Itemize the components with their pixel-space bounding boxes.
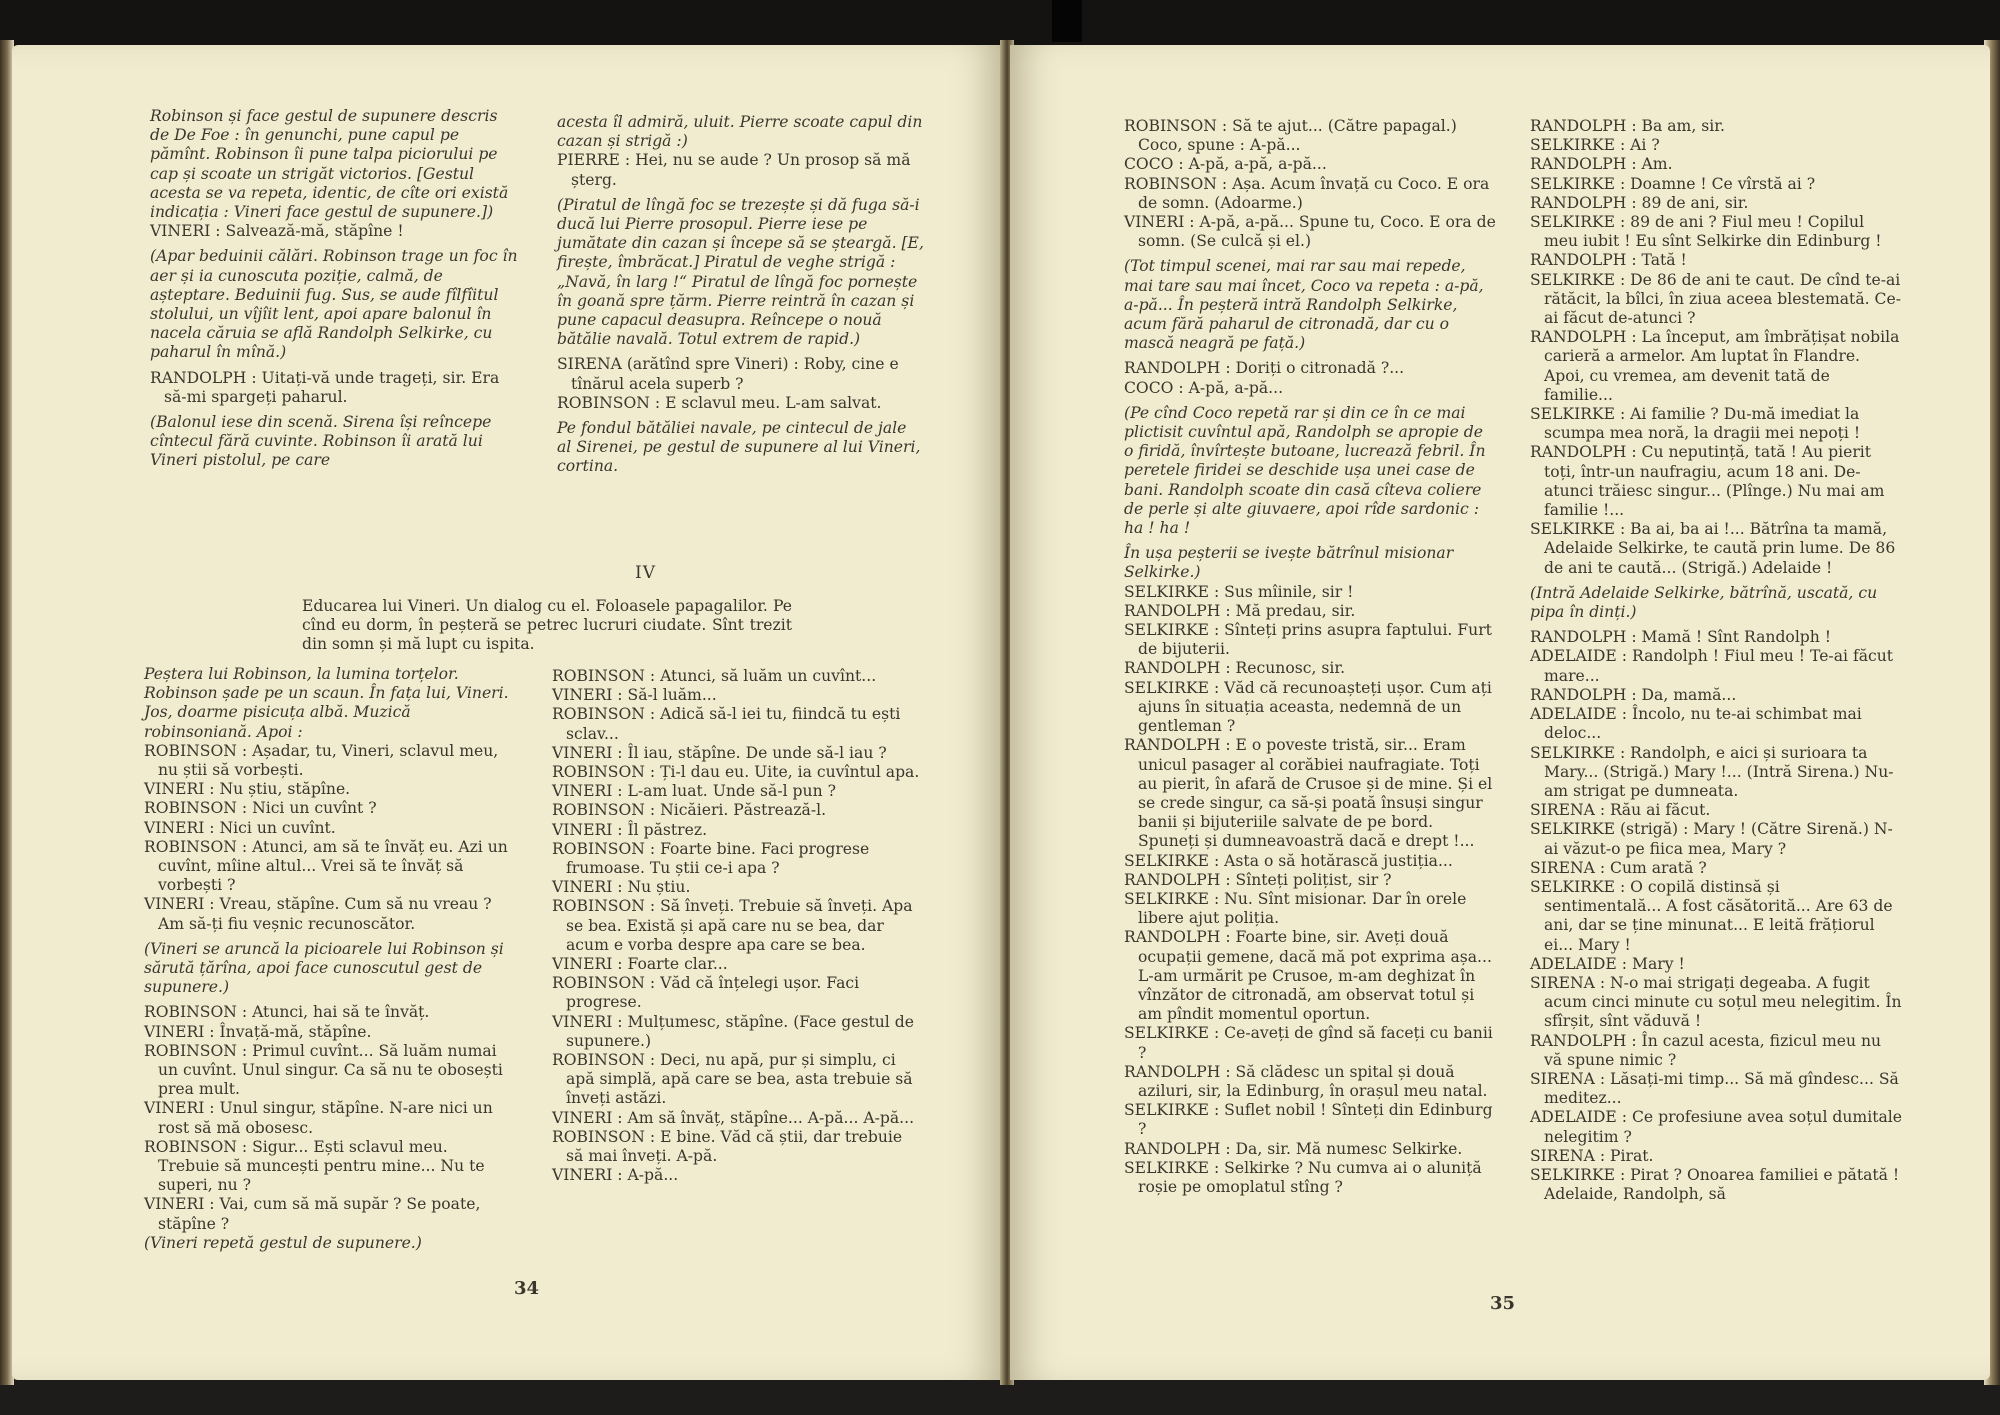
dialogue-line: SELKIRKE : Pirat ? Onoarea familiei e pătată ! Adelaide, Randolph, să	[1530, 1165, 1900, 1204]
dialogue-line: VINERI : Foarte clar...	[552, 955, 728, 974]
dialogue-line: RANDOLPH : Da, sir. Mă numesc Selkirke.	[1124, 1139, 1463, 1158]
right-column-1	[1124, 117, 1496, 1197]
right-column-2	[1530, 117, 1902, 1204]
stage-direction: (Apar beduinii călări. Robinson trage un foc în aer și ia cunoscuta poziție, calmă, de așteptare. Beduinii fug. Sus, se aude fîlfîitul stolului, un vîjîit lent, apoi apare balonul în nacela căruia se află Randolph Selkirke, cu paharul în mînă.)	[150, 247, 518, 362]
dialogue-line: ROBINSON : E bine. Văd că știi, dar trebuie să mai înveți. A-pă.	[552, 1127, 903, 1166]
dialogue-line: VINERI : Învață-mă, stăpîne.	[144, 1022, 372, 1041]
dialogue-line: ROBINSON : Nicăieri. Păstrează-l.	[552, 801, 827, 820]
dialogue-line: COCO : A-pă, a-pă, a-pă...	[1124, 155, 1327, 174]
dialogue-line: ADELAIDE : Mary !	[1530, 954, 1685, 973]
dialogue-line: SELKIRKE : Ai familie ? Du-mă imediat la scumpa mea noră, la dragii mei nepoți !	[1530, 405, 1861, 443]
dialogue-line: ADELAIDE : Randolph ! Fiul meu ! Te-ai făcut mare...	[1530, 647, 1894, 685]
dialogue-line: RANDOLPH : La început, am îmbrățișat nobila carieră a armelor. Am luptat în Flandre. Apoi, cu vremea, am devenit tată de familie...	[1530, 328, 1900, 404]
stage-direction: (Vineri repetă gestul de supunere.)	[144, 1233, 422, 1252]
dialogue-line: ROBINSON : Văd că înțelegi ușor. Faci progrese.	[552, 974, 860, 1012]
dialogue-line: SIRENA : Lăsați-mi timp... Să mă gîndesc... Să meditez...	[1530, 1069, 1899, 1108]
dialogue-line: RANDOLPH : Să clădesc un spital și două aziluri, sir, la Edinburg, în orașul meu natal.	[1124, 1062, 1488, 1100]
dialogue-line: RANDOLPH : Uitați-vă unde trageți, sir. Era să-mi spargeți paharul.	[150, 368, 500, 406]
dialogue-line: VINERI : Să-l luăm...	[552, 686, 717, 705]
dialogue-line: VINERI : Am să învăț, stăpîne... A-pă... A-pă...	[552, 1108, 915, 1127]
dialogue-line: ADELAIDE : Încolo, nu te-ai schimbat mai deloc...	[1530, 705, 1862, 743]
dialogue-line: ROBINSON : Atunci, să luăm un cuvînt...	[552, 667, 877, 685]
dialogue-line: SELKIRKE : Ba ai, ba ai !... Bătrîna ta mamă, Adelaide Selkirke, te caută prin lume. De 86 de ani te caută... (Strigă.) Adelaide !	[1530, 520, 1896, 577]
stage-direction: (Intră Adelaide Selkirke, bătrînă, uscată, cu pipa în dinți.)	[1530, 583, 1878, 622]
dialogue-line: VINERI : Salvează-mă, stăpîne !	[150, 222, 404, 241]
dialogue-line: VINERI : A-pă...	[552, 1166, 679, 1185]
dialogue-line: RANDOLPH : În cazul acesta, fizicul meu nu vă spune nimic ?	[1530, 1031, 1882, 1069]
dialogue-line: RANDOLPH : Cu neputință, tată ! Au pierit toți, într-un naufragiu, acum 18 ani. De-atunci trăiesc singur... (Plînge.) Nu mai am familie !...	[1530, 443, 1885, 520]
dialogue-line: SELKIRKE : Ce-aveți de gînd să faceți cu banii ?	[1124, 1024, 1493, 1062]
stage-direction: Robinson și face gestul de supunere descris de De Foe : în genunchi, pune capul pe pămînt. Robinson îi pune talpa piciorului pe cap și scoate un strigăt victorios. [Gestul acesta se va repeta, identic, de cîte ori există indicația : Vineri face gestul de supunere.])	[150, 107, 509, 222]
stage-direction: (Vineri se aruncă la picioarele lui Robinson și sărută țărîna, apoi face cunoscutul gest de supunere.)	[144, 939, 504, 997]
dialogue-line: RANDOLPH : Ba am, sir.	[1530, 117, 1725, 135]
dialogue-line: RANDOLPH : Sînteți polițist, sir ?	[1124, 870, 1392, 889]
dialogue-line: RANDOLPH : 89 de ani, sir.	[1530, 193, 1749, 212]
dialogue-line: VINERI : Vreau, stăpîne. Cum să nu vreau ? Am să-ți fiu veșnic recunoscător.	[144, 895, 492, 933]
dialogue-line: SIRENA : Cum arată ?	[1530, 858, 1707, 877]
dialogue-line: RANDOLPH : Doriți o citronadă ?...	[1124, 359, 1405, 378]
dialogue-line: PIERRE : Hei, nu se aude ? Un prosop să mă șterg.	[557, 151, 911, 189]
dialogue-line: VINERI : Nu știu.	[552, 878, 691, 897]
stage-direction: acesta îl admiră, uluit. Pierre scoate capul din cazan și strigă :)	[557, 113, 923, 151]
dialogue-line: ROBINSON : Să te ajut... (Către papagal.) Coco, spune : A-pă...	[1124, 117, 1457, 155]
dialogue-line: ROBINSON : Nici un cuvînt ?	[144, 799, 377, 818]
dialogue-line: ADELAIDE : Ce profesiune avea soțul dumitale nelegitim ?	[1530, 1108, 1902, 1146]
dialogue-line: ROBINSON : Atunci, hai să te învăț.	[144, 1003, 430, 1022]
dialogue-line: ROBINSON : Primul cuvînt... Să luăm numai un cuvînt. Unul singur. Ca să nu te obosești prea mult.	[144, 1041, 503, 1099]
left-page	[12, 45, 1002, 1380]
dialogue-line: ROBINSON : Atunci, am să te învăț eu. Azi un cuvînt, mîine altul... Vrei să te învăț să vorbești ?	[144, 837, 508, 895]
dialogue-line: RANDOLPH : Recunosc, sir.	[1124, 659, 1346, 678]
page-number: 35	[1490, 1293, 1516, 1314]
dialogue-line: ROBINSON : Foarte bine. Faci progrese frumoase. Tu știi ce-i apa ?	[552, 839, 870, 878]
dialogue-line: RANDOLPH : Mă predau, sir.	[1124, 601, 1356, 620]
stage-direction: (Pe cînd Coco repetă rar și din ce în ce mai plictisit cuvîntul apă, Randolph se apropie de o firidă, învîrtește butoane, lucrează febril. În peretele firidei se deschide ușa unei case de bani. Randolph scoate din casă cîteva coliere de perle și alte giuvaere, apoi rîde sardonic : ha ! ha !	[1124, 403, 1486, 538]
dialogue-line: RANDOLPH : Mamă ! Sînt Randolph !	[1530, 628, 1832, 647]
left-column-1-bottom	[144, 665, 514, 1253]
dialogue-line: COCO : A-pă, a-pă...	[1124, 378, 1284, 397]
section-heading: IV	[635, 563, 656, 583]
dialogue-line: SELKIRKE : O copilă distinsă și sentimentală... A fost căsătorită... Are 63 de ani, dar se ține minunat... E leită frățiorul ei... Mary !	[1530, 877, 1893, 954]
stage-direction: Pe fondul bătăliei navale, pe cintecul de jale al Sirenei, pe gestul de supunere al lui Vineri, cortina.	[557, 419, 921, 476]
bookmark-ribbon	[1052, 0, 1082, 42]
dialogue-line: VINERI : Vai, cum să mă supăr ? Se poate, stăpîne ?	[144, 1195, 481, 1233]
left-column-1-top	[150, 107, 518, 477]
dialogue-line: SELKIRKE : Sînteți prins asupra faptului. Furt de bijuterii.	[1124, 621, 1492, 659]
right-page	[1010, 45, 1990, 1380]
left-column-2-bottom	[552, 667, 922, 1185]
dialogue-line: ROBINSON : Sigur... Ești sclavul meu. Trebuie să muncești pentru mine... Nu te superi, nu ?	[144, 1137, 485, 1195]
dialogue-line: ROBINSON : Așadar, tu, Vineri, sclavul meu, nu știi să vorbești.	[144, 741, 499, 780]
dialogue-line: SELKIRKE : De 86 de ani te caut. De cînd te-ai rătăcit, la bîlci, în ziua aceea blestemată. Ce-ai făcut de-atunci ?	[1530, 270, 1901, 328]
dialogue-line: RANDOLPH : Tată !	[1530, 251, 1687, 270]
dialogue-line: RANDOLPH : Foarte bine, sir. Aveți două ocupații gemene, dacă mă pot exprima așa... L-am urmărit pe Crusoe, m-am deghizat în vînzător de citronadă, am observat totul și am pîndit momentul oportun.	[1124, 928, 1492, 1024]
dialogue-line: SELKIRKE : Văd că recunoașteți ușor. Cum ați ajuns în situația aceasta, nedemnă de un gentleman ?	[1124, 678, 1492, 736]
dialogue-line: SELKIRKE : Selkirke ? Nu cumva ai o aluniță roșie pe omoplatul stîng ?	[1124, 1158, 1482, 1196]
dialogue-line: SELKIRKE : Sus mîinile, sir !	[1124, 582, 1354, 601]
dialogue-line: ROBINSON : Ți-l dau eu. Uite, ia cuvîntul apa.	[552, 763, 920, 782]
dialogue-line: VINERI : A-pă, a-pă... Spune tu, Coco. E ora de somn. (Se culcă și el.)	[1124, 213, 1496, 251]
stage-direction: Peștera lui Robinson, la lumina torțelor. Robinson șade pe un scaun. În fața lui, Vineri. Jos, doarme pisicuța albă. Muzică robinsoniană. Apoi :	[144, 665, 509, 741]
dialogue-line: SELKIRKE : Doamne ! Ce vîrstă ai ?	[1530, 174, 1816, 193]
dialogue-line: SELKIRKE : Randolph, e aici și surioara ta Mary... (Strigă.) Mary !... (Intră Sirena.) Nu-am strigat pe dumneata.	[1530, 743, 1894, 800]
dialogue-line: VINERI : Îl păstrez.	[552, 820, 708, 839]
left-column-2-top	[557, 113, 925, 483]
dialogue-line: VINERI : Unul singur, stăpîne. N-are nici un rost să mă obosesc.	[144, 1099, 493, 1137]
stage-direction: (Piratul de lîngă foc se trezește și dă fuga să-i ducă lui Pierre prosopul. Pierre iese pe jumătate din cazan și începe să se șteargă. [E, firește, îmbrăcat.] Piratul de veghe strigă : „Navă, în larg !“ Piratul de lîngă foc pornește în goană spre țărm. Pierre reintră în cazan și pune capacul deasupra. Reîncepe o nouă bătălie navală. Totul extrem de rapid.)	[557, 195, 924, 349]
dialogue-line: SIRENA (arătînd spre Vineri) : Roby, cine e tînărul acela superb ?	[557, 355, 899, 393]
dialogue-line: ROBINSON : Deci, nu apă, pur și simplu, ci apă simplă, apă care se bea, asta trebuie să înveți astăzi.	[552, 1051, 913, 1108]
dialogue-line: SELKIRKE : Nu. Sînt misionar. Dar în orele libere ajut poliția.	[1124, 889, 1467, 928]
dialogue-line: RANDOLPH : E o poveste tristă, sir... Eram unicul pasager al corăbiei naufragiate. Toți au pierit, în afară de Crusoe și de mine. Și el se crede singur, ca să-și poată însuși singur banii și bijuteriile salvate de pe bord. Spuneți și dumneavoastră dacă e drept !...	[1124, 736, 1493, 851]
dialogue-line: SELKIRKE : Asta o să hotărască justiția...	[1124, 851, 1453, 870]
dialogue-line: SELKIRKE : Suflet nobil ! Sînteți din Edinburg ?	[1124, 1101, 1493, 1139]
page-number: 34	[514, 1278, 540, 1299]
dialogue-line: RANDOLPH : Am.	[1530, 155, 1673, 174]
dialogue-line: VINERI : L-am luat. Unde să-l pun ?	[552, 782, 836, 801]
dialogue-line: SELKIRKE (strigă) : Mary ! (Către Sirenă.) N-ai văzut-o pe fiica mea, Mary ?	[1530, 820, 1893, 858]
dialogue-line: ROBINSON : Să înveți. Trebuie să înveți. Apa se bea. Există și apă care nu se bea, dar acum e vorba despre apa care se bea.	[552, 897, 913, 954]
dialogue-line: SELKIRKE : 89 de ani ? Fiul meu ! Copilul meu iubit ! Eu sînt Selkirke din Edinburg !	[1530, 213, 1882, 251]
dialogue-line: VINERI : Nu știu, stăpîne.	[144, 780, 351, 799]
dialogue-line: SELKIRKE : Ai ?	[1530, 136, 1660, 155]
dialogue-line: VINERI : Îl iau, stăpîne. De unde să-l iau ?	[552, 743, 887, 762]
dialogue-line: ROBINSON : E sclavul meu. L-am salvat.	[557, 393, 882, 412]
dialogue-line: SIRENA : Pirat.	[1530, 1146, 1654, 1165]
stage-direction: În ușa peșterii se ivește bătrînul misionar Selkirke.)	[1124, 544, 1454, 582]
dialogue-line: ROBINSON : Așa. Acum învață cu Coco. E ora de somn. (Adoarme.)	[1124, 174, 1490, 212]
dialogue-line: VINERI : Nici un cuvînt.	[144, 818, 336, 837]
stage-direction: (Balonul iese din scenă. Sirena își reîncepe cîntecul fără cuvinte. Robinson îi arată lui Vineri pistolul, pe care	[150, 413, 492, 470]
dialogue-line: RANDOLPH : Da, mamă...	[1530, 685, 1737, 704]
dialogue-line: ROBINSON : Adică să-l iei tu, fiindcă tu ești sclav...	[552, 705, 901, 743]
dialogue-line: VINERI : Mulțumesc, stăpîne. (Face gestul de supunere.)	[552, 1012, 914, 1050]
stage-direction: (Tot timpul scenei, mai rar sau mai repede, mai tare sau mai încet, Coco va repeta : a-pă, a-pă... În peșteră intră Randolph Selkirke, acum fără paharul de citronadă, dar cu o mască neagră pe față.)	[1124, 257, 1484, 353]
section-summary: Educarea lui Vineri. Un dialog cu el. Foloasele papagalilor. Pe cînd eu dorm, în peșteră se petrec lucruri ciudate. Sînt trezit din somn și mă lupt cu ispita.	[302, 597, 792, 654]
dialogue-line: SIRENA : N-o mai strigați degeaba. A fugit acum cinci minute cu soțul meu nelegitim. În sfîrșit, sînt văduvă !	[1530, 973, 1902, 1031]
dialogue-line: SIRENA : Rău ai făcut.	[1530, 801, 1711, 820]
